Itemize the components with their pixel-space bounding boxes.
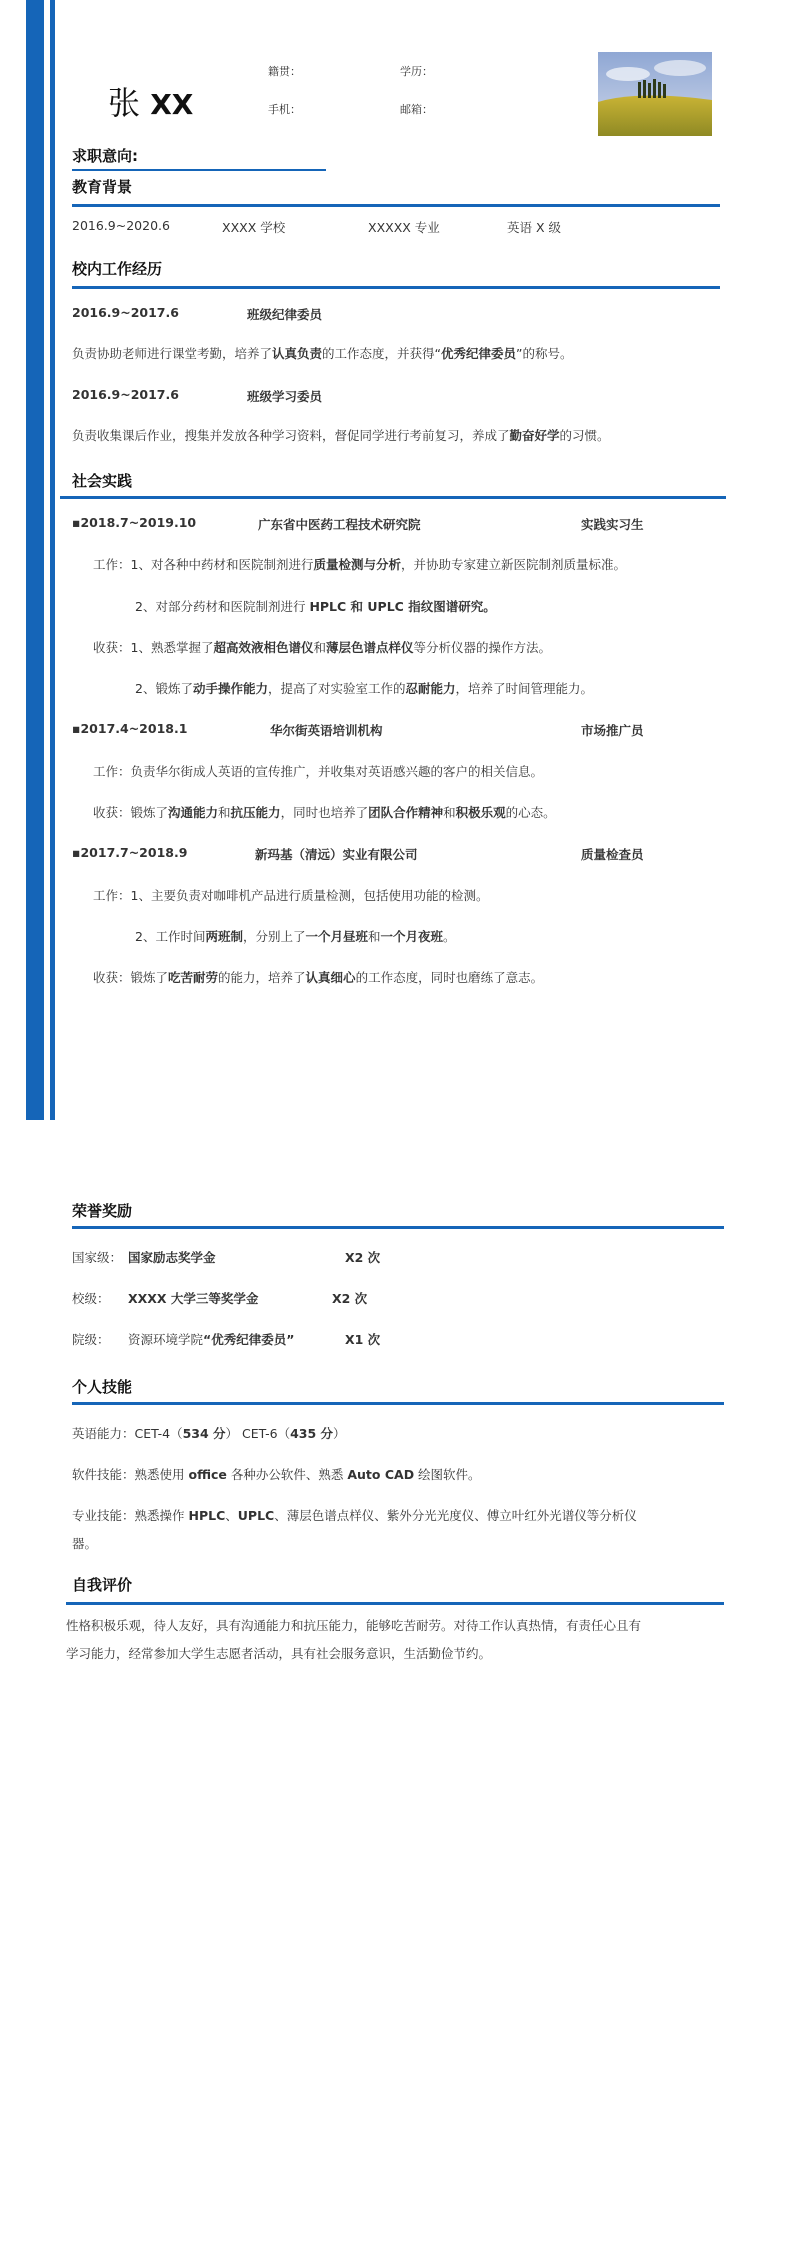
job2-role: 市场推广员	[581, 723, 644, 738]
job1-period: ▪2018.7~2019.10	[72, 515, 197, 530]
job2-work-1: 工作：负责华尔街成人英语的宣传推广，并收集对英语感兴趣的客户的相关信息。	[93, 764, 544, 779]
education-school: XXXX 学校	[222, 220, 286, 235]
campus-desc-2: 负责收集课后作业，搜集并发放各种学习资料，督促同学进行考前复习，养成了勤奋好学的习惯。	[72, 428, 610, 443]
job-intention-rule	[72, 169, 326, 171]
job1-role: 实践实习生	[581, 517, 644, 532]
honor-count-3: X1 次	[345, 1332, 381, 1347]
education-english: 英语 X 级	[507, 220, 562, 235]
honor-level-2: 校级：	[72, 1291, 110, 1306]
honor-name-3: 资源环境学院“优秀纪律委员”	[128, 1332, 295, 1347]
self-eval-line-2: 学习能力，经常参加大学生志愿者活动，具有社会服务意识，生活勤俭节约。	[66, 1646, 492, 1661]
candidate-name: 张 XX	[108, 84, 194, 122]
campus-rule	[72, 286, 720, 289]
practice-rule	[60, 496, 726, 499]
practice-title: 社会实践	[72, 472, 133, 490]
job3-org: 新玛基（清远）实业有限公司	[255, 847, 418, 862]
self-eval-title: 自我评价	[72, 1576, 133, 1594]
skill-software: 软件技能：熟悉使用 office 各种办公软件、熟悉 Auto CAD 绘图软件。	[72, 1467, 481, 1482]
job2-period: ▪2017.4~2018.1	[72, 721, 188, 736]
job3-work-2: 2、工作时间两班制，分别上了一个月昼班和一个月夜班。	[135, 929, 456, 944]
honors-rule	[72, 1226, 724, 1229]
self-eval-line-1: 性格积极乐观，待人友好，具有沟通能力和抗压能力，能够吃苦耐劳。对待工作认真热情，有责任心且有	[66, 1618, 642, 1633]
education-label: 学历：	[400, 65, 433, 78]
education-rule	[72, 204, 720, 207]
native-place-label: 籍贯：	[268, 65, 301, 78]
self-eval-rule	[66, 1602, 724, 1605]
campus-desc-1: 负责协助老师进行课堂考勤，培养了认真负责的工作态度，并获得“优秀纪律委员”的称号。	[72, 346, 573, 361]
campus-role-2: 班级学习委员	[247, 389, 323, 404]
job3-gain-1: 收获：锻炼了吃苦耐劳的能力，培养了认真细心的工作态度，同时也磨练了意志。	[93, 970, 544, 985]
campus-period-2: 2016.9~2017.6	[72, 387, 179, 402]
campus-role-1: 班级纪律委员	[247, 307, 323, 322]
honor-level-3: 院级：	[72, 1332, 110, 1347]
honor-count-2: X2 次	[332, 1291, 368, 1306]
skill-professional: 专业技能：熟悉操作 HPLC、UPLC、薄层色谱点样仪、紫外分光光度仪、傅立叶红外光谱仪等分析仪	[72, 1508, 637, 1523]
job1-gain-2: 2、锻炼了动手操作能力，提高了对实验室工作的忍耐能力，培养了时间管理能力。	[135, 681, 594, 696]
honors-title: 荣誉奖励	[72, 1202, 133, 1220]
job3-role: 质量检查员	[581, 847, 644, 862]
job1-gain-1: 收获：1、熟悉掌握了超高效液相色谱仪和薄层色谱点样仪等分析仪器的操作方法。	[93, 640, 552, 655]
honor-count-1: X2 次	[345, 1250, 381, 1265]
skills-rule	[72, 1402, 724, 1405]
honor-name-2: XXXX 大学三等奖学金	[128, 1291, 259, 1306]
honor-name-1: 国家励志奖学金	[128, 1250, 216, 1265]
skill-professional-cont: 器。	[72, 1536, 98, 1551]
job3-period: ▪2017.7~2018.9	[72, 845, 188, 860]
job3-work-1: 工作：1、主要负责对咖啡机产品进行质量检测，包括使用功能的检测。	[93, 888, 489, 903]
job1-work-1: 工作：1、对各种中药材和医院制剂进行质量检测与分析，并协助专家建立新医院制剂质量标准。	[93, 557, 626, 572]
phone-label: 手机：	[268, 103, 301, 116]
profile-photo	[598, 52, 712, 136]
job1-work-2: 2、对部分药材和医院制剂进行 HPLC 和 UPLC 指纹图谱研究。	[135, 599, 496, 614]
skills-title: 个人技能	[72, 1378, 133, 1396]
campus-period-1: 2016.9~2017.6	[72, 305, 179, 320]
campus-title: 校内工作经历	[72, 260, 163, 278]
accent-bar-thin	[50, 0, 55, 1120]
education-period: 2016.9~2020.6	[72, 218, 170, 233]
email-label: 邮箱：	[400, 103, 433, 116]
accent-bar-wide	[26, 0, 44, 1120]
job2-gain-1: 收获：锻炼了沟通能力和抗压能力，同时也培养了团队合作精神和积极乐观的心态。	[93, 805, 556, 820]
job2-org: 华尔街英语培训机构	[270, 723, 383, 738]
job1-org: 广东省中医药工程技术研究院	[258, 517, 421, 532]
education-major: XXXXX 专业	[368, 220, 440, 235]
job-intention-label: 求职意向:	[72, 147, 138, 165]
skill-english: 英语能力：CET-4（534 分） CET-6（435 分）	[72, 1426, 346, 1441]
honor-level-1: 国家级：	[72, 1250, 123, 1265]
education-title: 教育背景	[72, 178, 133, 196]
